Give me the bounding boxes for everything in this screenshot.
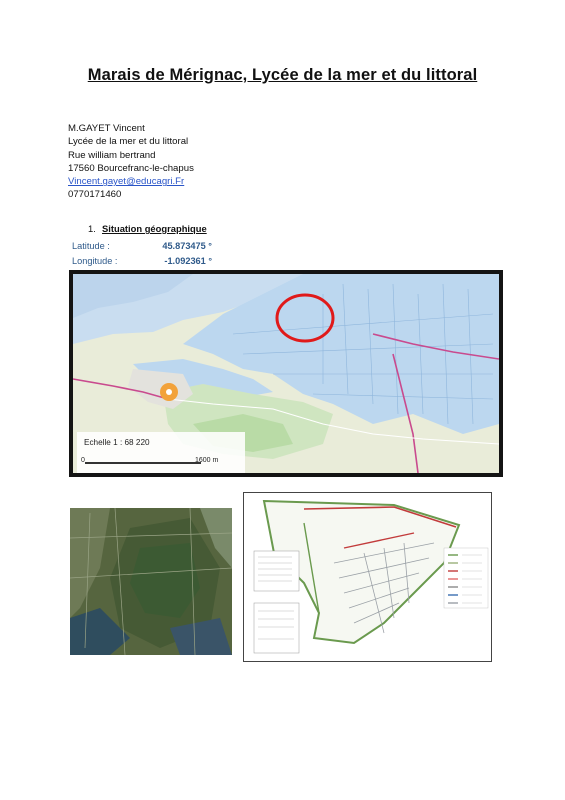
site-plan [243, 492, 492, 662]
contact-block [68, 122, 194, 202]
longitude-label: Longitude : [72, 255, 118, 266]
section-number: 1. [88, 223, 96, 234]
location-map [69, 270, 503, 477]
contact-phone: 0770171460 [68, 189, 122, 201]
section-title: Situation géographique [102, 223, 207, 234]
scale-start: 0 [81, 457, 85, 464]
aerial-photo [70, 508, 232, 655]
latitude-row [72, 239, 222, 254]
scale-bar [85, 462, 201, 464]
contact-email-link[interactable]: Vincent.gayet@educagri.Fr [68, 176, 185, 188]
scale-distance: 1600 m [195, 457, 219, 464]
scale-label: Echelle 1 : 68 220 [84, 438, 150, 447]
page-title: Marais de Mérignac, Lycée de la mer et du littoral [87, 66, 478, 84]
section-heading [88, 223, 207, 234]
coordinates-block [72, 239, 222, 268]
latitude-value: 45.873475 ° [162, 241, 212, 251]
contact-street: Rue william bertrand [68, 149, 156, 161]
site-plan-drawing [244, 493, 491, 661]
map-scale [77, 432, 245, 474]
contact-school: Lycée de la mer et du littoral [68, 136, 189, 148]
latitude-label: Latitude : [72, 241, 110, 251]
longitude-row [72, 254, 222, 269]
aerial-photo-drawing [70, 508, 232, 655]
contact-name: M.GAYET Vincent [68, 123, 145, 134]
longitude-value: -1.092361 ° [164, 255, 212, 266]
contact-city: 17560 Bourcefranc-le-chapus [68, 162, 194, 174]
